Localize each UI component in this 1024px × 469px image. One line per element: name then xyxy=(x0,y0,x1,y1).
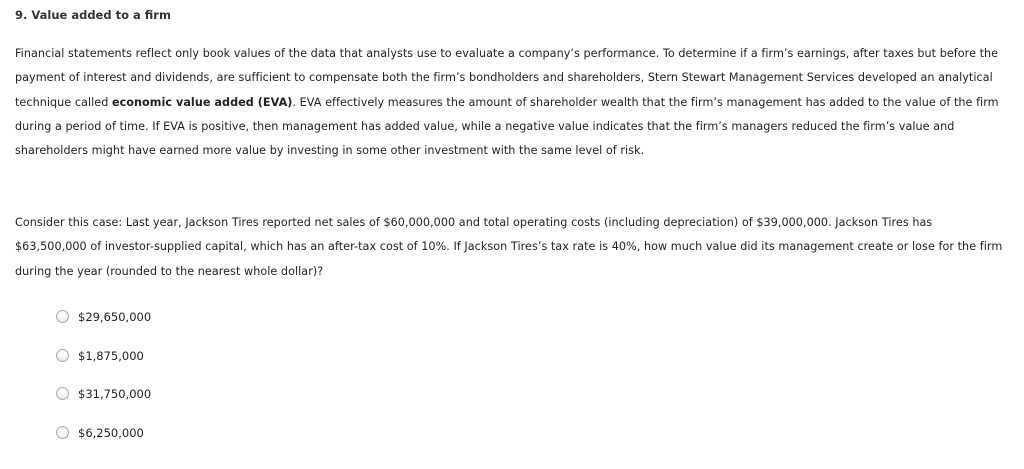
radio-button-2[interactable] xyxy=(56,349,69,362)
intro-paragraph xyxy=(15,42,1005,163)
answer-option-4[interactable] xyxy=(56,423,151,462)
radio-button-4[interactable] xyxy=(56,426,69,439)
question-title: 9. Value added to a firm xyxy=(15,8,171,22)
intro-text-part1: Financial statements reflect only book values of the data that analysts use to evaluate a company’s performance. To determine if a firm’s earnings, after taxes but before the payment of interest and dividends, are sufficient to compensate both the firm’s bondholders and shareholders, Stern Stewart Management Services developed an analytical technique called xyxy=(15,47,999,109)
answer-options xyxy=(56,307,151,462)
answer-option-1[interactable] xyxy=(56,307,151,346)
answer-option-2[interactable] xyxy=(56,346,151,385)
answer-option-label[interactable]: $1,875,000 xyxy=(78,348,144,363)
answer-option-3[interactable] xyxy=(56,384,151,423)
radio-button-1[interactable] xyxy=(56,310,69,323)
answer-option-label[interactable]: $29,650,000 xyxy=(78,310,152,324)
answer-option-label[interactable]: $31,750,000 xyxy=(78,387,152,402)
answer-option-label[interactable]: $6,250,000 xyxy=(78,426,144,441)
radio-button-3[interactable] xyxy=(56,387,69,400)
intro-text-part2: . EVA effectively measures the amount of shareholder wealth that the firm’s management has added to the value of the firm during a period of time. If EVA is positive, then management has added value, while a negative value indicates that the firm’s managers reduced the firm’s value and shareholders might have earned more value by investing in some other investment with the same level of risk. xyxy=(15,95,999,158)
eva-term: economic value added (EVA) xyxy=(111,95,293,109)
case-paragraph: Consider this case: Last year, Jackson Tires reported net sales of $60,000,000 and total operating costs (including depreciation) of $39,000,000. Jackson Tires has $63,500,000 of investor-supplied capital, which has an after-tax cost of 10%. If Jackson Tires’s tax rate is 40%, how much value did its management create or lose for the firm during the year (rounded to the nearest whole dollar)? xyxy=(15,216,1003,278)
